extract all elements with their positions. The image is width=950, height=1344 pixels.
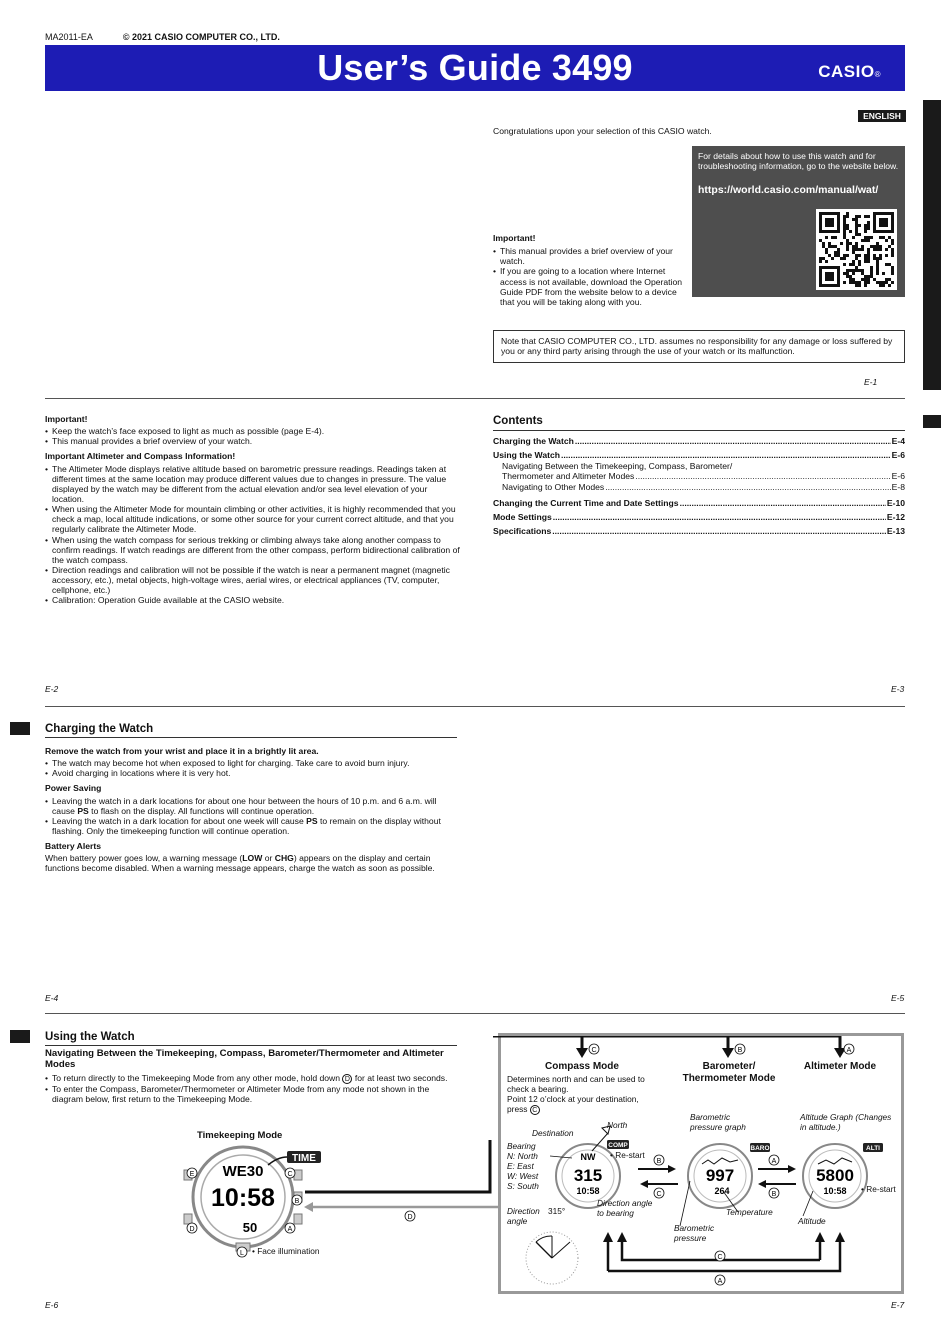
direction-angle-label: Direction angle	[507, 1206, 540, 1226]
button-b-icon: B	[771, 1191, 777, 1198]
alti-restart-label: • Re-start	[861, 1184, 896, 1194]
page-number-e5: E-5	[891, 993, 905, 1003]
compass-display-top: NW	[580, 1152, 596, 1162]
toc-entry-using[interactable]: Using the Watch ..... E-6	[493, 450, 905, 460]
qr-code-icon[interactable]	[816, 209, 897, 290]
altimeter-item: • Calibration: Operation Guide available at the CASIO website.	[45, 595, 460, 605]
section-side-tab	[923, 415, 941, 428]
button-e-icon: E	[189, 1171, 195, 1178]
charging-item: • Avoid charging in locations where it is very hot.	[45, 768, 460, 778]
important-title-e1: Important!	[493, 233, 536, 243]
using-watch-underline	[45, 1045, 457, 1046]
button-b-icon: B	[294, 1198, 300, 1205]
compass-mode-tag: COMP	[608, 1142, 628, 1149]
important-item-e1: • This manual provides a brief overview of your watch.	[493, 246, 683, 266]
button-b-icon: B	[737, 1047, 743, 1054]
alti-mode-tag: ALTI	[866, 1145, 880, 1152]
baro-graph-label: Barometric pressure graph	[690, 1112, 746, 1132]
battery-alerts-title: Battery Alerts	[45, 841, 102, 852]
baro-display-sub: 264	[714, 1186, 730, 1196]
compass-mode-title: Compass Mode	[545, 1061, 619, 1072]
compass-restart-label: • Re-start	[610, 1150, 645, 1160]
page-divider	[45, 398, 905, 399]
tk-display-seconds: 50	[242, 1220, 258, 1235]
title-banner	[45, 45, 905, 91]
bearing-legend: Bearing N: North E: East W: West S: South	[507, 1141, 539, 1192]
button-a-icon: A	[846, 1047, 852, 1054]
qr-code-graphic	[816, 209, 897, 290]
page-number-e7: E-7	[891, 1300, 905, 1310]
page-number-e3: E-3	[891, 684, 905, 694]
page-number-e2: E-2	[45, 684, 59, 694]
important-title-e2: Important!	[45, 414, 88, 424]
website-info-text: For details about how to use this watch and for troubleshooting information, go to the website below.	[698, 151, 899, 172]
important-item-e2: • Keep the watch’s face exposed to light as much as possible (page E-4).	[45, 426, 460, 436]
face-illumination-label: • Face illumination	[252, 1246, 320, 1256]
charging-item: • The watch may become hot when exposed to light for charging. Take care to avoid burn injury.	[45, 758, 460, 768]
power-saving-item: • Leaving the watch in a dark location for about one week will cause PS to remain on the display without flashing. Only the timekeeping function will continue operation.	[45, 816, 460, 836]
tk-mode-tag: TIME	[292, 1153, 316, 1164]
manual-url-link[interactable]: https://world.casio.com/manual/wat/	[698, 184, 879, 197]
doc-code: MA2011-EA	[45, 32, 93, 42]
toc-entry-navigating-line1[interactable]: Navigating Between the Timekeeping, Compass, Barometer/	[502, 461, 733, 471]
button-d-icon: D	[189, 1226, 195, 1233]
doc-copyright: © 2021 CASIO COMPUTER CO., LTD.	[122, 32, 280, 42]
navigating-item: • To enter the Compass, Barometer/Thermometer or Altimeter Mode from any mode not shown in the diagram below, first return to the Timekeeping Mode.	[45, 1084, 460, 1104]
charging-underline	[45, 737, 457, 738]
button-a-icon: A	[771, 1158, 777, 1165]
section-side-tab	[10, 1030, 30, 1043]
battery-alerts-text: When battery power goes low, a warning message (LOW or CHG) appears on the display and certain functions become disabled. When a warning message appears, charge the watch as soon as possible.	[45, 853, 435, 874]
alti-display-main: 5800	[816, 1166, 854, 1185]
navigating-subtitle: Navigating Between the Timekeeping, Compass, Barometer/Thermometer and Altimeter Modes	[45, 1048, 444, 1071]
using-watch-body	[45, 1048, 460, 1104]
page-divider	[45, 1013, 905, 1014]
altimeter-item: • Direction readings and calibration will not be possible if the watch is near a permanent magnet (magnetic accessory, etc.), metal objects, high-voltage wires, aerial wires, or electrical appliances (TV, computer, cellphone, etc.)	[45, 565, 460, 595]
altimeter-mode-title: Altimeter Mode	[803, 1061, 877, 1072]
altitude-label: Altitude	[798, 1216, 826, 1226]
compass-display-sub: 10:58	[576, 1186, 600, 1196]
temperature-label: Temperature	[726, 1207, 773, 1217]
destination-label: Destination	[532, 1128, 574, 1138]
compass-display-main: 315	[573, 1166, 603, 1185]
button-d-icon: D	[407, 1214, 413, 1221]
barometer-mode-title: Barometer/ Thermometer Mode	[682, 1061, 776, 1084]
registered-mark: ®	[874, 70, 881, 79]
language-tag: ENGLISH	[858, 110, 906, 122]
button-b-icon: B	[656, 1158, 662, 1165]
liability-note-box: Note that CASIO COMPUTER CO., LTD. assumes no responsibility for any damage or loss suffered by you or any third party arising through the use of your watch or its malfunction.	[493, 330, 905, 363]
contents-title: Contents	[493, 415, 543, 427]
button-c-icon: C	[656, 1191, 662, 1198]
alti-display-sub: 10:58	[823, 1186, 847, 1196]
contents-underline	[493, 430, 905, 431]
toc-entry-charging[interactable]: Charging the Watch ..... E-4	[493, 436, 905, 446]
section-side-tab	[10, 722, 30, 735]
toc-entry-mode-settings[interactable]: Mode Settings ..... E-12	[493, 512, 905, 522]
timekeeping-mode-label: Timekeeping Mode	[197, 1130, 283, 1141]
navigating-item: • To return directly to the Timekeeping Mode from any other mode, hold down D for at least two seconds.	[45, 1073, 460, 1084]
important-block-e2	[45, 414, 460, 606]
button-c-icon: C	[530, 1105, 540, 1115]
button-c-icon: C	[717, 1254, 723, 1261]
power-saving-title: Power Saving	[45, 783, 102, 794]
baro-mode-tag: BARO	[750, 1145, 770, 1152]
important-item-e1: • If you are going to a location where Internet access is not available, download the Operation Guide PDF from the website below to a device that you will be taking along with you.	[493, 266, 683, 307]
direction-angle-to-bearing-label: Direction angle to bearing	[597, 1198, 653, 1218]
casio-logo-text: CASIO	[818, 62, 875, 81]
compass-description: Determines north and can be used to check a bearing. Point 12 o’clock at your destination, press C	[507, 1074, 645, 1114]
button-c-icon: C	[287, 1171, 293, 1178]
tk-display-main: 10:58	[211, 1184, 275, 1212]
important-block-e1	[493, 233, 683, 307]
altimeter-item: • The Altimeter Mode displays relative altitude based on barometric pressure readings. Readings taken at different times at the same location may produce different values due to changes in pressure. The value displayed by the watch may be different from the actual elevation and/or sea level elevation of your location.	[45, 464, 460, 505]
baro-pressure-label: Barometric pressure	[674, 1223, 715, 1243]
language-side-tab	[923, 100, 941, 390]
toc-entry-time-settings[interactable]: Changing the Current Time and Date Settings ..... E-10	[493, 498, 905, 508]
button-d-icon: D	[342, 1074, 352, 1084]
button-l-icon: L	[240, 1250, 244, 1257]
doc-header	[45, 32, 280, 43]
north-label: North	[607, 1120, 628, 1130]
button-a-icon: A	[717, 1278, 723, 1285]
altimeter-compass-title: Important Altimeter and Compass Information!	[45, 451, 236, 462]
using-watch-title: Using the Watch	[45, 1031, 135, 1043]
altimeter-item: • When using the watch compass for serious trekking or climbing always take along another compass to confirm readings. If watch readings are different from the other compass, perform bidirectional calibration of the watch compass.	[45, 535, 460, 565]
power-saving-item: • Leaving the watch in a dark locations for about one hour between the hours of 10 p.m. and 6 a.m. will cause PS to flash on the display. All functions will continue operation.	[45, 796, 460, 816]
important-item-e2: • This manual provides a brief overview of your watch.	[45, 436, 460, 446]
button-c-icon: C	[591, 1047, 597, 1054]
page-number-e4: E-4	[45, 993, 59, 1003]
toc-entry-specifications[interactable]: Specifications ..... E-13	[493, 526, 905, 536]
timekeeping-watch-diagram	[170, 1140, 510, 1265]
charging-lead: Remove the watch from your wrist and place it in a brightly lit area.	[45, 746, 319, 756]
direction-angle-value: 315°	[548, 1206, 566, 1216]
congrats-text: Congratulations upon your selection of this CASIO watch.	[493, 126, 712, 136]
toc-entry-other-modes[interactable]: Navigating to Other Modes ..... E-8	[502, 482, 905, 492]
page-divider	[45, 706, 905, 707]
toc-entry-navigating[interactable]: Thermometer and Altimeter Modes ..... E-6	[502, 471, 905, 481]
altimeter-item: • When using the Altimeter Mode for mountain climbing or other activities, it is highly recommended that you check a map, local altitude indications, or some other source for your current correct altitude, and that you regularly calibrate the Altimeter Mode.	[45, 504, 460, 534]
tk-display-top: WE30	[222, 1163, 264, 1180]
charging-body	[45, 746, 460, 874]
page-number-e1: E-1	[864, 377, 878, 387]
page-number-e6: E-6	[45, 1300, 59, 1310]
charging-title: Charging the Watch	[45, 723, 154, 735]
casio-logo	[818, 62, 881, 82]
baro-display-main: 997	[705, 1166, 735, 1185]
guide-title: User’s Guide 3499	[317, 47, 633, 88]
button-a-icon: A	[287, 1226, 293, 1233]
alti-graph-label: Altitude Graph (Changes in altitude.)	[800, 1112, 892, 1132]
